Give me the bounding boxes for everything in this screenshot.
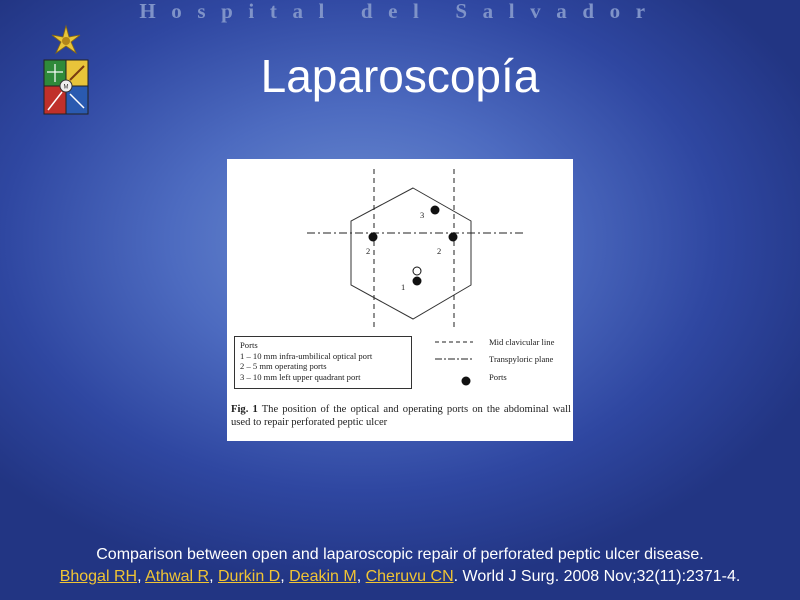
reference-title: Comparison between open and laparoscopic repair of perforated peptic ulcer disease. <box>96 546 704 563</box>
author-link[interactable]: Deakin M <box>289 568 357 585</box>
port-1-label: 1 <box>401 282 406 292</box>
ports-legend-box <box>234 336 412 389</box>
key-label-ports: Ports <box>489 372 507 382</box>
author-link[interactable]: Bhogal RH <box>59 568 138 585</box>
journal-citation: . World J Surg. 2008 Nov;32(11):2371-4. <box>453 568 741 585</box>
legend-heading: Ports <box>240 340 258 350</box>
key-row-transpyloric <box>433 354 573 366</box>
figure-image <box>227 159 573 441</box>
key-label-transpyloric: Transpyloric plane <box>489 354 554 364</box>
figure-caption <box>231 404 571 429</box>
key-row-mid-clavicular <box>433 337 573 349</box>
umbilicus-circle <box>413 267 421 275</box>
dash-dot-line-swatch <box>433 354 483 366</box>
legend-item: 3 – 10 mm left upper quadrant port <box>240 371 361 382</box>
author-link[interactable]: Durkin D <box>218 568 281 585</box>
separator: , <box>356 568 366 585</box>
separator: , <box>280 568 290 585</box>
port-1-dot <box>413 277 422 286</box>
svg-text:M: M <box>63 84 69 91</box>
slide-title: Laparoscopía <box>260 50 540 102</box>
port-2-left-label: 2 <box>366 246 371 256</box>
key-row-ports <box>433 372 573 384</box>
port-2-right-dot <box>449 233 458 242</box>
reference-citation-line <box>0 566 800 587</box>
port-3-dot <box>431 206 440 215</box>
separator: , <box>137 568 146 585</box>
port-diagram <box>227 159 573 441</box>
port-2-left-dot <box>369 233 378 242</box>
author-link[interactable]: Athwal R <box>145 568 210 585</box>
port-3-label: 3 <box>420 210 425 220</box>
caption-label: Fig. 1 <box>231 404 258 415</box>
line-key <box>433 337 573 387</box>
legend-item: 1 – 10 mm infra-umbilical optical port <box>240 350 373 361</box>
port-2-right-label: 2 <box>437 246 442 256</box>
key-label-mid-clavicular: Mid clavicular line <box>489 337 555 347</box>
port-dot-swatch <box>433 372 483 386</box>
author-link[interactable]: Cheruvu CN <box>365 568 454 585</box>
dashed-line-swatch <box>433 337 483 349</box>
caption-text: The position of the optical and operating ports on the abdominal wall used to repair perforated peptic ulcer <box>231 404 571 428</box>
legend-item: 2 – 5 mm operating ports <box>240 361 327 371</box>
header-text: Hospital del Salvador <box>139 0 661 23</box>
separator: , <box>209 568 218 585</box>
